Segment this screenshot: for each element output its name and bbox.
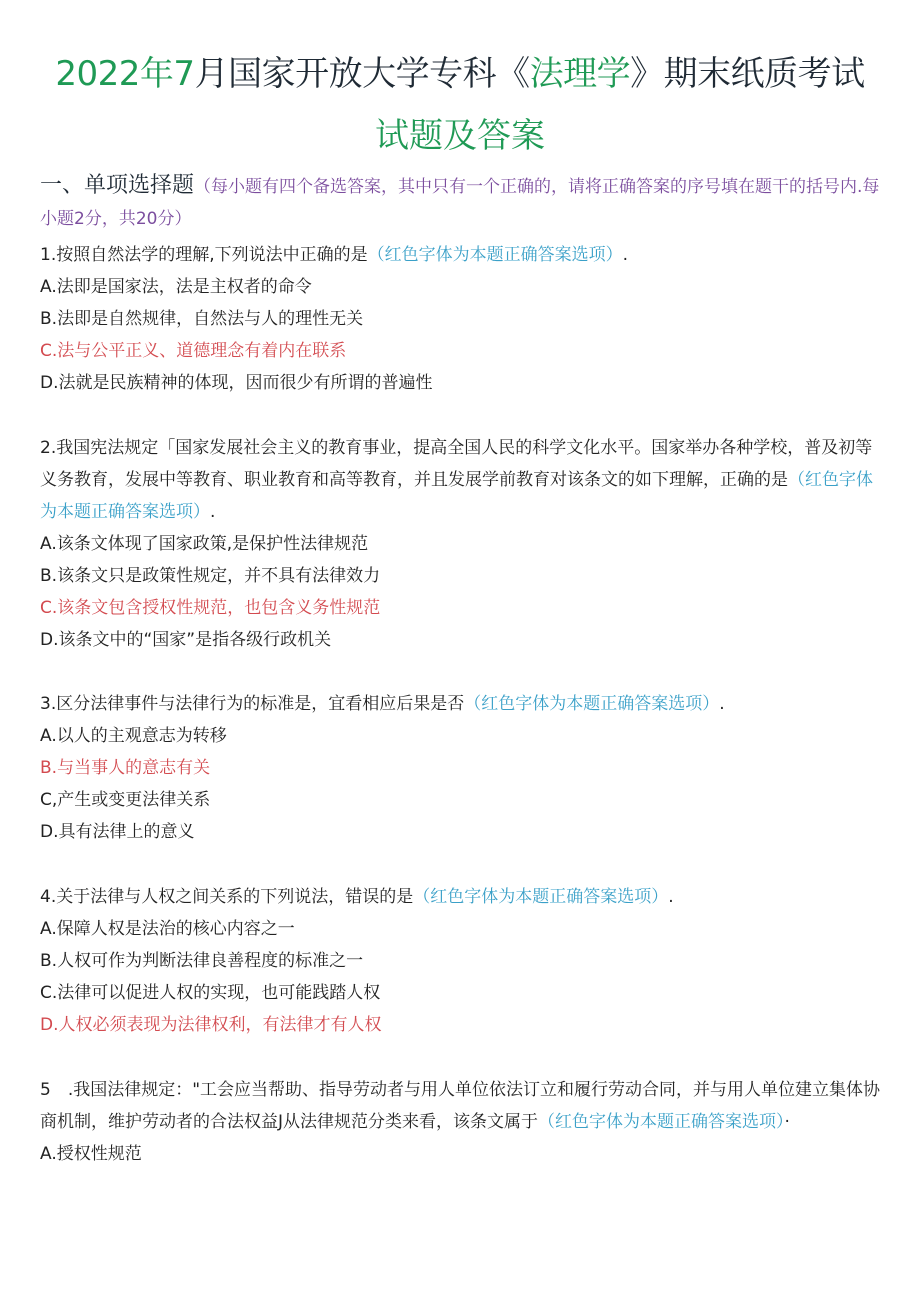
- option-a: A.授权性规范: [40, 1144, 142, 1164]
- question-stem: [40, 688, 882, 720]
- option-d: D.该条文中的“国家”是指各级行政机关: [40, 630, 332, 650]
- section-note: （每小题有四个备选答案，其中只有一个正确的，请将正确答案的序号填在题干的括号内.每小题2分，共20分）: [40, 177, 880, 229]
- option-d: D.具有法律上的意义: [40, 822, 195, 842]
- stem-text: 1.按照自然法学的理解,下列说法中正确的是: [40, 245, 368, 265]
- option-a: A.法即是国家法，法是主权者的命令: [40, 277, 312, 297]
- option-b: B.法即是自然规律，自然法与人的理性无关: [40, 309, 364, 329]
- question-stem: [40, 239, 882, 271]
- section-heading: 一、单项选择题: [40, 173, 195, 198]
- option-a: A.该条文体现了国家政策,是保护性法律规范: [40, 534, 369, 554]
- title-year: 2022年7: [55, 54, 195, 94]
- title-middle: 月国家开放大学专科《: [194, 54, 530, 94]
- stem-text: 2.我国宪法规定「国家发展社会主义的教育事业，提高全国人民的科学文化水平。国家举办各种学校，普及初等义务教育，发展中等教育、职业教育和高等教育，并且发展学前教育对该条文的如下理解，正确的是: [40, 438, 873, 490]
- stem-end: .: [210, 502, 216, 522]
- option-d: D.法就是民族精神的体现，因而很少有所谓的普遍性: [40, 373, 433, 393]
- stem-text: 5 .我国法律规定："工会应当帮助、指导劳动者与用人单位依法订立和履行劳动合同，并与用人单位建立集体协商机制，维护劳动者的合法权益J从法律规范分类来看，该条文属于: [40, 1080, 881, 1132]
- question-2: [40, 432, 882, 656]
- question-stem: [40, 1074, 882, 1138]
- option-c: C,产生或变更法律关系: [40, 790, 211, 810]
- stem-end: .: [719, 694, 725, 714]
- answer-hint: （红色字体为本题正确答案选项）: [367, 245, 623, 265]
- option-a: A.以人的主观意志为转移: [40, 726, 227, 746]
- option-c: C.法律可以促进人权的实现，也可能践踏人权: [40, 983, 381, 1003]
- answer-hint: （红色字体为本题正确答案选项）: [538, 1112, 785, 1132]
- question-stem: [40, 881, 882, 913]
- option-c-correct: C.法与公平正义、道德理念有着内在联系: [40, 341, 347, 361]
- question-4: [40, 881, 882, 1041]
- option-c-correct: C.该条文包含授权性规范，也包含义务性规范: [40, 598, 381, 618]
- question-3: [40, 688, 882, 848]
- stem-end: .: [668, 887, 674, 907]
- question-1: [40, 239, 882, 399]
- stem-text: 4.关于法律与人权之间关系的下列说法，错误的是: [40, 887, 414, 907]
- option-b: B.该条文只是政策性规定，并不具有法律效力: [40, 566, 381, 586]
- stem-end: ·: [784, 1112, 790, 1132]
- section-header: [40, 170, 882, 235]
- option-a: A.保障人权是法治的核心内容之一: [40, 919, 295, 939]
- stem-text: 3.区分法律事件与法律行为的标准是，宜看相应后果是否: [40, 694, 465, 714]
- document-subtitle: 试题及答案: [375, 116, 545, 156]
- option-b-correct: B.与当事人的意志有关: [40, 758, 211, 778]
- stem-end: .: [622, 245, 629, 265]
- question-5: [40, 1074, 882, 1170]
- question-stem: [40, 432, 882, 528]
- title-course: 法理学: [529, 54, 631, 94]
- option-d-correct: D.人权必须表现为法律权利，有法律才有人权: [40, 1015, 382, 1035]
- answer-hint: （红色字体为本题正确答案选项）: [40, 470, 873, 522]
- option-b: B.人权可作为判断法律良善程度的标准之一: [40, 951, 364, 971]
- answer-hint: （红色字体为本题正确答案选项）: [464, 694, 720, 714]
- title-end: 》期末纸质考试: [630, 54, 865, 94]
- answer-hint: （红色字体为本题正确答案选项）: [413, 887, 669, 907]
- document-title: [0, 48, 920, 100]
